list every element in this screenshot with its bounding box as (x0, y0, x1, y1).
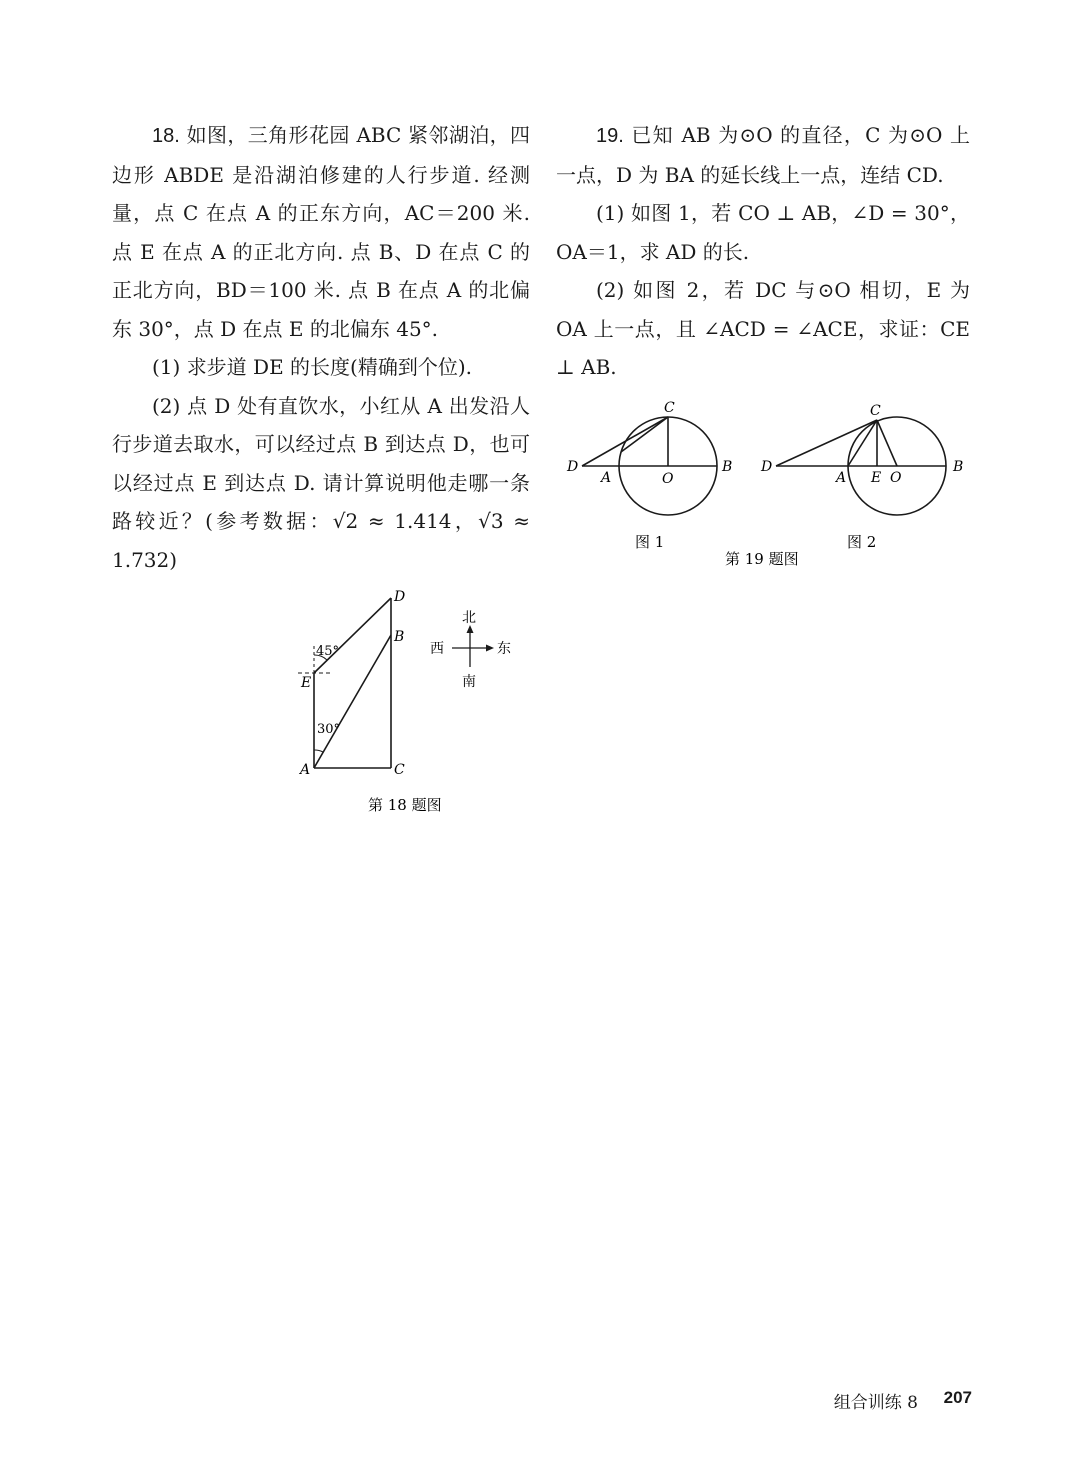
angle-45-label: 45° (316, 644, 340, 659)
label-b-fig1: B (722, 459, 733, 475)
figure-19-sub-2-caption: 图 2 (847, 533, 877, 551)
label-e-fig2: E (871, 470, 882, 486)
label-c-fig2: C (870, 403, 881, 419)
segment-ed (314, 598, 391, 673)
north-arrow-icon (467, 625, 474, 633)
label-a: A (300, 762, 311, 778)
label-b-fig2: B (953, 459, 964, 475)
label-b: B (394, 629, 405, 645)
label-c-fig1: C (664, 400, 675, 416)
angle-arc-30 (314, 750, 323, 752)
compass-north-label: 北 (462, 610, 476, 626)
problem-19-part-1: (1) 如图 1，若 CO ⊥ AB，∠D = 30°，OA＝1，求 AD 的长. (556, 201, 970, 264)
problem-18-part-2: (2) 点 D 处有直饮水，小红从 A 出发沿人行步道去取水，可以经过点 B 到达点 D，也可以经过点 E 到达点 D. 请计算说明他走哪一条路较近？(参考数据：√2 ≈ 1.414，√3 ≈ 1.732) (112, 393, 530, 572)
problem-19 (556, 116, 970, 387)
east-arrow-icon (486, 645, 494, 652)
problem-18-number: 18. (152, 125, 180, 147)
section-title: 组合训练 8 (833, 1393, 918, 1413)
problem-18-part-1: (1) 求步道 DE 的长度(精确到个位). (152, 355, 472, 379)
problem-18 (112, 116, 530, 579)
page-number: 207 (943, 1388, 972, 1407)
figure-19-sub-2 (776, 417, 946, 515)
label-c: C (394, 762, 405, 778)
compass-west-label: 西 (430, 641, 444, 657)
label-d: D (394, 589, 406, 605)
compass-east-label: 东 (497, 641, 511, 657)
segment-dc-fig1 (582, 417, 668, 466)
problem-19-intro (556, 116, 970, 194)
label-e: E (301, 675, 312, 691)
problem-19-number: 19. (596, 125, 624, 147)
label-o-fig1: O (662, 471, 674, 487)
segment-co-fig2 (877, 420, 897, 466)
problem-19-part-2: (2) 如图 2，若 DC 与⊙O 相切，E 为 OA 上一点，且 ∠ACD = ∠ACE，求证：CE ⊥ AB. (556, 278, 970, 379)
figure-19-caption: 第 19 题图 (725, 550, 799, 568)
figure-19-sub-1 (582, 417, 717, 515)
problem-19-intro-text: 已知 AB 为⊙O 的直径，C 为⊙O 上一点，D 为 BA 的延长线上一点，连结 CD. (556, 123, 970, 187)
page-footer (790, 1388, 980, 1412)
label-a-fig1: A (601, 470, 612, 486)
figure-19 (555, 395, 975, 575)
label-o-fig2: O (890, 470, 902, 486)
figure-18 (290, 585, 530, 820)
label-d-fig1: D (567, 459, 579, 475)
compass-south-label: 南 (462, 674, 476, 690)
compass-rose (430, 610, 511, 690)
label-d-fig2: D (761, 459, 773, 475)
figure-18-caption: 第 18 题图 (368, 796, 442, 814)
problem-18-intro (112, 116, 530, 348)
label-a-fig2: A (836, 470, 847, 486)
angle-30-label: 30° (317, 722, 341, 737)
figure-19-sub-1-caption: 图 1 (635, 533, 665, 551)
problem-18-intro-text: 如图，三角形花园 ABC 紧邻湖泊，四边形 ABDE 是沿湖泊修建的人行步道. 经测量，点 C 在点 A 的正东方向，AC＝200 米. 点 E 在点 A 的正北方向. 点 B、D 在点 C 的正北方向，BD＝100 米. 点 B 在点 A 的北偏东 30°，点 D 在点 E 的北偏东 45°. (112, 123, 531, 341)
